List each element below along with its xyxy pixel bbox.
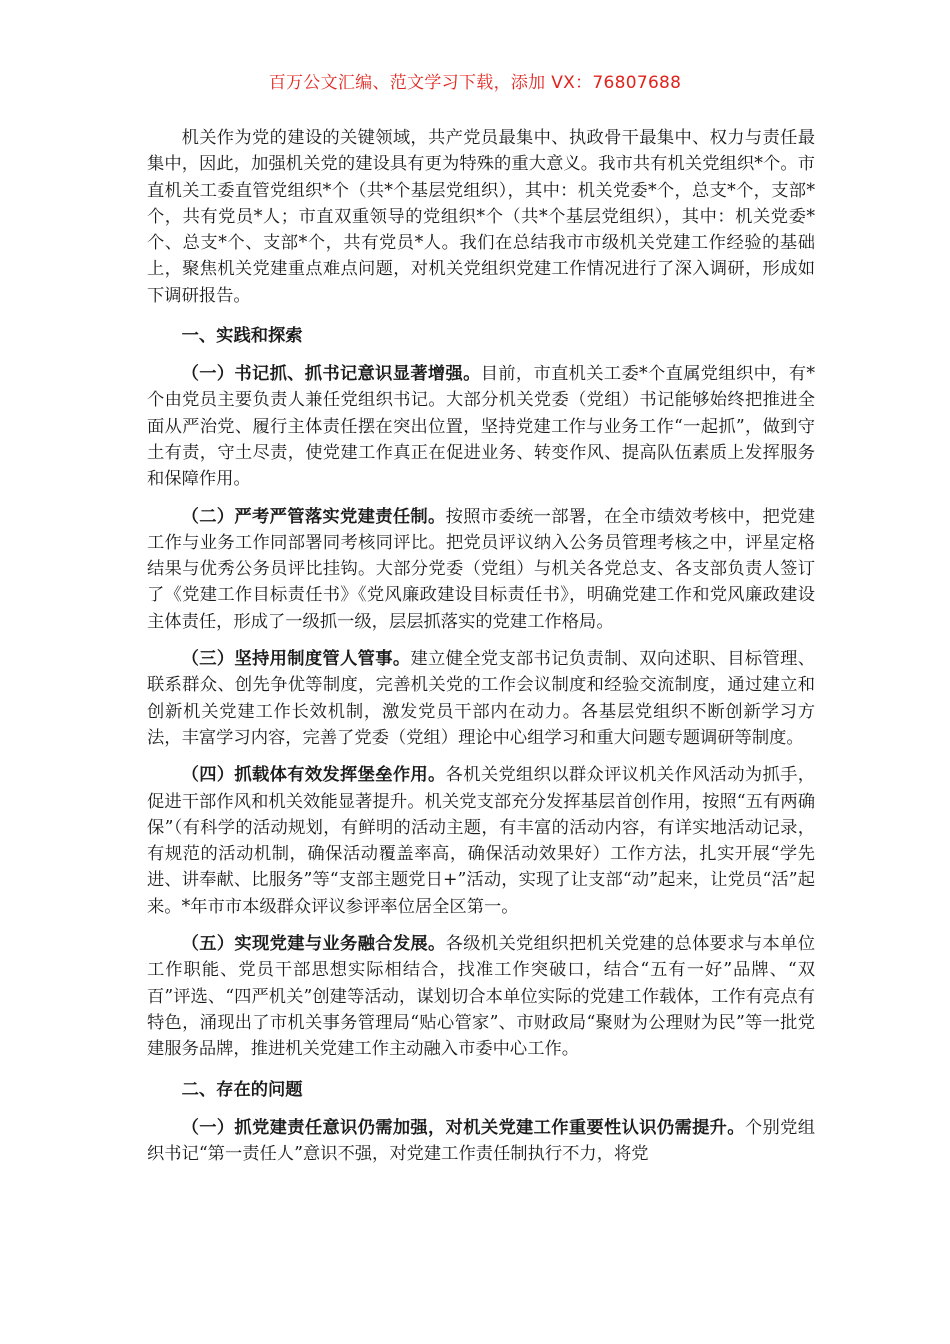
paragraph-text: 个别党组织书记“第一责任人”意识不强，对党建工作责任制执行不力，将党: [147, 1117, 815, 1164]
paragraph-text: 按照市委统一部署，在全市绩效考核中，把党建工作与业务工作同部署同考核同评比。把党员评议纳入公务员管理考核之中，评星定格结果与优秀公务员评比挂钩。大部分党委（党组）与机关各党总支、各支部负责人签订了《党建工作目标责任书》《党风廉政建设目标责任书》，明确党建工作和党风廉政建设主体责任，形成了一级抓一级，层层抓落实的党建工作格局。: [147, 506, 815, 632]
paragraph-lead: （四）抓载体有效发挥堡垒作用。: [181, 765, 446, 786]
document-body: [147, 125, 815, 1178]
section-heading-problems: 二、存在的问题: [181, 1079, 303, 1100]
header-banner: 百万公文汇编、范文学习下载，添加 VX：76807688: [268, 73, 682, 93]
paragraph-lead: （二）严考严管落实党建责任制。: [181, 506, 446, 527]
section-heading-practice: 一、实践和探索: [181, 326, 303, 347]
paragraph-lead: （五）实现党建与业务融合发展。: [181, 934, 446, 955]
paragraph-item: [147, 504, 815, 635]
paragraph-item: [147, 361, 815, 492]
paragraph-lead: （一）书记抓、抓书记意识显著增强。: [181, 364, 481, 385]
paragraph-text: 各级机关党组织把机关党建的总体要求与本单位工作职能、党员干部思想实际相结合，找准工作突破口，结合“五有一好”品牌、“双百”评选、“四严机关”创建等活动，谋划切合本单位实际的党建工作载体，工作有亮点有特色，涌现出了市机关事务管理局“贴心管家”、市财政局“聚财为公理财为民”等一批党建服务品牌，推进机关党建工作主动融入市委中心工作。: [147, 934, 815, 1060]
paragraph-lead: （三）坚持用制度管人管事。: [181, 649, 411, 670]
paragraph-item: [147, 762, 815, 920]
paragraph-text: 各机关党组织以群众评议机关作风活动为抓手，促进干部作风和机关效能显著提升。机关党支部充分发挥基层首创作用，按照“五有两确保”（有科学的活动规划，有鲜明的活动主题，有丰富的活动内容，有详实地活动记录，有规范的活动机制，确保活动覆盖率高，确保活动效果好）工作方法，扎实开展“学先进、讲奉献、比服务”等“支部主题党日+”活动，实现了让支部“动”起来，让党员“活”起来。*年市市本级群众评议参评率位居全区第一。: [147, 765, 815, 917]
paragraph-item: [147, 931, 815, 1062]
intro-paragraph: 机关作为党的建设的关键领域，共产党员最集中、执政骨干最集中、权力与责任最集中，因此，加强机关党的建设具有更为特殊的重大意义。我市共有机关党组织*个。市直机关工委直管党组织*个（共*个基层党组织），其中：机关党委*个，总支*个，支部*个，共有党员*人；市直双重领导的党组织*个（共*个基层党组织），其中：机关党委*个、总支*个、支部*个，共有党员*人。我们在总结我市市级机关党建工作经验的基础上，聚焦机关党建重点难点问题，对机关党组织党建工作情况进行了深入调研，形成如下调研报告。: [147, 128, 815, 306]
paragraph-text: 目前，市直机关工委*个直属党组织中，有*个由党员主要负责人兼任党组织书记。大部分机关党委（党组）书记能够始终把推进全面从严治党、履行主体责任摆在突出位置，坚持党建工作与业务工作“一起抓”，做到守土有责，守土尽责，使党建工作真正在促进业务、转变作风、提高队伍素质上发挥服务和保障作用。: [147, 364, 815, 490]
paragraph-text: 建立健全党支部书记负责制、双向述职、目标管理、联系群众、创先争优等制度，完善机关党的工作会议制度和经验交流制度，通过建立和创新机关党建工作长效机制，激发党员干部内在动力。各基层党组织不断创新学习方法，丰富学习内容，完善了党委（党组）理论中心组学习和重大问题专题调研等制度。: [147, 649, 815, 748]
paragraph-item: [147, 1115, 815, 1168]
paragraph-lead: （一）抓党建责任意识仍需加强，对机关党建工作重要性认识仍需提升。: [181, 1117, 745, 1138]
paragraph-item: [147, 646, 815, 751]
